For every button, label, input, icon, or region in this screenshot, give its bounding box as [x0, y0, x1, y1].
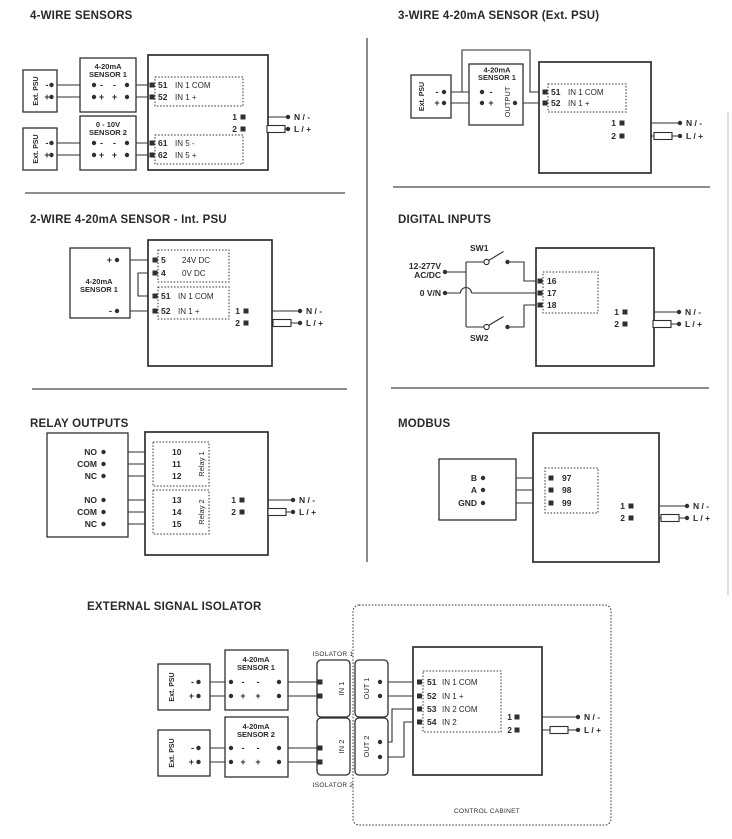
- terminal-number: 10: [172, 447, 182, 457]
- terminal-number: 51: [161, 291, 171, 301]
- sensor2-title: 0 - 10V: [95, 120, 121, 129]
- polarity-minus: -: [435, 87, 439, 97]
- sensor1-title: 4-20mA: [242, 655, 270, 664]
- line-label: L / +: [306, 318, 324, 328]
- terminal-number: 12: [172, 471, 182, 481]
- ext-psu-label: Ext. PSU: [169, 738, 176, 768]
- power-terminal-2: 2: [235, 318, 240, 328]
- terminal-number: 52: [161, 306, 171, 316]
- switch-icon-sw2: [484, 317, 504, 330]
- power-terminal-1: 1: [614, 307, 619, 317]
- neutral-label: N / -: [294, 112, 311, 122]
- panel-relay-outputs: [30, 418, 316, 555]
- terminal-number: 16: [547, 276, 557, 286]
- line-label: L / +: [685, 319, 703, 329]
- switch-icon-sw1: [484, 252, 504, 265]
- polarity-plus: +: [240, 691, 246, 701]
- terminal-number: 53: [427, 704, 437, 714]
- terminal-label: IN 1 +: [568, 99, 590, 108]
- polarity-minus: -: [100, 138, 103, 148]
- terminal-label: 24V DC: [182, 256, 211, 265]
- neutral-label: N / -: [686, 118, 703, 128]
- polarity-plus: +: [98, 150, 105, 160]
- panel-title: RELAY OUTPUTS: [30, 418, 129, 430]
- panel-title: DIGITAL INPUTS: [398, 214, 492, 226]
- terminal-number: 99: [562, 498, 572, 508]
- contact-label-no: NO: [84, 495, 97, 505]
- neutral-label: N / -: [584, 712, 601, 722]
- polarity-plus: +: [434, 98, 440, 108]
- contact-label-com: COM: [77, 507, 97, 517]
- isolator1-label: ISOLATOR 1: [312, 651, 354, 658]
- terminal-label: IN 1 COM: [442, 678, 478, 687]
- fuse-icon: [273, 320, 291, 327]
- ext-psu-box: [158, 730, 210, 776]
- sensor-output-label: OUTPUT: [503, 86, 512, 118]
- terminal-label: IN 5 +: [175, 151, 197, 160]
- polarity-plus: +: [98, 92, 105, 102]
- fuse-icon: [654, 133, 672, 140]
- panel-external-signal-isolator: [87, 601, 611, 825]
- terminal-number: 62: [158, 150, 168, 160]
- terminal-number: 11: [172, 459, 181, 469]
- power-terminal-2: 2: [507, 725, 512, 735]
- polarity-plus: +: [255, 757, 261, 767]
- supply-voltage-label: 12-277V: [408, 261, 441, 271]
- contact-label-nc: NC: [84, 519, 97, 529]
- supply-voltage-label: AC/DC: [414, 270, 441, 280]
- ext-psu-label: Ext. PSU: [33, 134, 40, 164]
- neutral-label: N / -: [306, 306, 323, 316]
- panel-2-wire-sensor: [30, 214, 323, 366]
- panel-title: 4-WIRE SENSORS: [30, 10, 133, 22]
- sw2-label: SW2: [470, 333, 489, 343]
- terminal-label: IN 2 COM: [442, 705, 478, 714]
- isolator2-out-box: [355, 718, 388, 775]
- ext-psu-label: Ext. PSU: [169, 672, 176, 702]
- panel-title: EXTERNAL SIGNAL ISOLATOR: [87, 601, 262, 613]
- polarity-minus: -: [45, 80, 49, 90]
- sensor1-title: SENSOR 1: [478, 73, 516, 82]
- power-terminal-2: 2: [620, 513, 625, 523]
- polarity-plus: +: [240, 757, 246, 767]
- ext-psu-label: Ext. PSU: [33, 76, 40, 106]
- sensor2-title: SENSOR 2: [89, 128, 127, 137]
- contact-label-no: NO: [84, 447, 97, 457]
- polarity-minus: -: [113, 138, 116, 148]
- neutral-label: N / -: [693, 501, 710, 511]
- terminal-number: 97: [562, 473, 572, 483]
- polarity-minus: -: [45, 138, 49, 148]
- power-terminal-1: 1: [507, 712, 512, 722]
- polarity-plus: +: [255, 691, 261, 701]
- terminal-number: 52: [158, 92, 168, 102]
- line-label: L / +: [299, 507, 317, 517]
- relay2-label: Relay 2: [197, 499, 206, 525]
- in1-label: IN 1: [337, 681, 346, 696]
- signal-label-b: B: [470, 473, 477, 483]
- panel-title: 3-WIRE 4-20mA SENSOR (Ext. PSU): [398, 10, 600, 22]
- sensor1-title: SENSOR 1: [237, 663, 275, 672]
- ext-psu-box: [23, 70, 57, 112]
- terminal-label: IN 1 COM: [175, 81, 211, 90]
- contact-label-nc: NC: [84, 471, 97, 481]
- fuse-icon: [661, 515, 679, 522]
- terminal-number: 4: [161, 268, 166, 278]
- sensor1-title: SENSOR 1: [80, 285, 118, 294]
- panel-title: 2-WIRE 4-20mA SENSOR - Int. PSU: [30, 214, 227, 226]
- line-label: L / +: [584, 725, 602, 735]
- line-label: L / +: [686, 131, 704, 141]
- polarity-minus: -: [191, 677, 194, 687]
- line-label: L / +: [294, 124, 312, 134]
- fuse-icon: [550, 727, 568, 734]
- polarity-minus: -: [241, 677, 245, 687]
- power-terminal-2: 2: [232, 124, 237, 134]
- terminal-number: 54: [427, 717, 437, 727]
- terminal-number: 51: [551, 87, 561, 97]
- sensor2-title: SENSOR 2: [237, 730, 275, 739]
- device-box: [145, 432, 268, 555]
- polarity-plus: +: [106, 255, 112, 265]
- terminal-number: 51: [158, 80, 168, 90]
- polarity-plus: +: [44, 92, 50, 102]
- polarity-plus: +: [111, 150, 118, 160]
- ext-psu-box: [158, 664, 210, 710]
- terminal-label: IN 2: [442, 718, 457, 727]
- ext-psu-box: [411, 75, 451, 118]
- terminal-number: 14: [172, 507, 182, 517]
- out2-label: OUT 2: [362, 735, 371, 758]
- fuse-icon: [653, 321, 671, 328]
- panel-3-wire-sensor: [398, 10, 703, 173]
- terminal-number: 52: [551, 98, 561, 108]
- isolator1-out-box: [355, 660, 388, 717]
- contact-label-com: COM: [77, 459, 97, 469]
- terminal-number: 51: [427, 677, 437, 687]
- polarity-minus: -: [256, 677, 260, 687]
- neutral-label: N / -: [299, 495, 316, 505]
- control-cabinet-label: CONTROL CABINET: [453, 808, 521, 815]
- device-box: [533, 433, 659, 562]
- polarity-plus: +: [188, 691, 194, 701]
- terminal-number: 15: [172, 519, 182, 529]
- panel-modbus: [398, 418, 710, 562]
- neutral-label: N / -: [685, 307, 702, 317]
- sensor1-title: SENSOR 1: [89, 70, 127, 79]
- polarity-plus: +: [111, 92, 118, 102]
- power-terminal-1: 1: [611, 118, 616, 128]
- power-terminal-1: 1: [620, 501, 625, 511]
- line-label: L / +: [693, 513, 711, 523]
- terminal-number: 61: [158, 138, 168, 148]
- polarity-minus: -: [256, 743, 260, 753]
- fuse-icon: [268, 509, 286, 516]
- power-terminal-1: 1: [235, 306, 240, 316]
- ext-psu-label: Ext. PSU: [419, 81, 426, 112]
- terminal-number: 17: [547, 288, 557, 298]
- polarity-plus: +: [44, 150, 50, 160]
- ext-psu-box: [23, 128, 57, 170]
- terminal-number: 98: [562, 485, 572, 495]
- power-terminal-2: 2: [614, 319, 619, 329]
- polarity-minus: -: [109, 306, 112, 316]
- polarity-minus: -: [489, 87, 493, 97]
- panel-digital-inputs: [398, 214, 702, 366]
- in2-label: IN 2: [337, 739, 346, 754]
- polarity-minus: -: [113, 80, 116, 90]
- power-terminal-1: 1: [232, 112, 237, 122]
- terminal-number: 5: [161, 255, 166, 265]
- terminal-label: IN 1 +: [178, 307, 200, 316]
- polarity-minus: -: [100, 80, 103, 90]
- terminal-number: 13: [172, 495, 182, 505]
- signal-label-gnd: GND: [458, 498, 477, 508]
- polarity-minus: -: [241, 743, 245, 753]
- neutral-input-label: 0 V/N: [419, 288, 441, 298]
- sensor1-title: 4-20mA: [85, 277, 113, 286]
- terminal-label: 0V DC: [182, 269, 206, 278]
- sw1-label: SW1: [470, 243, 489, 253]
- power-terminal-2: 2: [611, 131, 616, 141]
- terminal-label: IN 1 +: [442, 692, 464, 701]
- power-terminal-1: 1: [231, 495, 236, 505]
- polarity-plus: +: [188, 757, 194, 767]
- power-terminal-2: 2: [231, 507, 236, 517]
- terminal-number: 52: [427, 691, 437, 701]
- sensor1-title: 4-20mA: [94, 62, 122, 71]
- terminal-label: IN 1 +: [175, 93, 197, 102]
- modbus-signal-box: [439, 459, 516, 520]
- fuse-icon: [267, 126, 285, 133]
- panel-title: MODBUS: [398, 418, 451, 430]
- terminal-label: IN 1 COM: [178, 292, 214, 301]
- terminal-label: IN 5 -: [175, 139, 195, 148]
- polarity-minus: -: [191, 743, 194, 753]
- terminal-number: 18: [547, 300, 557, 310]
- out1-label: OUT 1: [362, 677, 371, 700]
- terminal-label: IN 1 COM: [568, 88, 604, 97]
- panel-4-wire-sensors: [23, 10, 311, 170]
- signal-label-a: A: [470, 485, 477, 495]
- sensor2-title: 4-20mA: [242, 722, 270, 731]
- relay1-label: Relay 1: [197, 451, 206, 477]
- sensor1-title: 4-20mA: [483, 65, 511, 75]
- isolator2-label: ISOLATOR 2: [312, 782, 354, 789]
- device-box: [539, 62, 651, 173]
- polarity-plus: +: [488, 98, 494, 108]
